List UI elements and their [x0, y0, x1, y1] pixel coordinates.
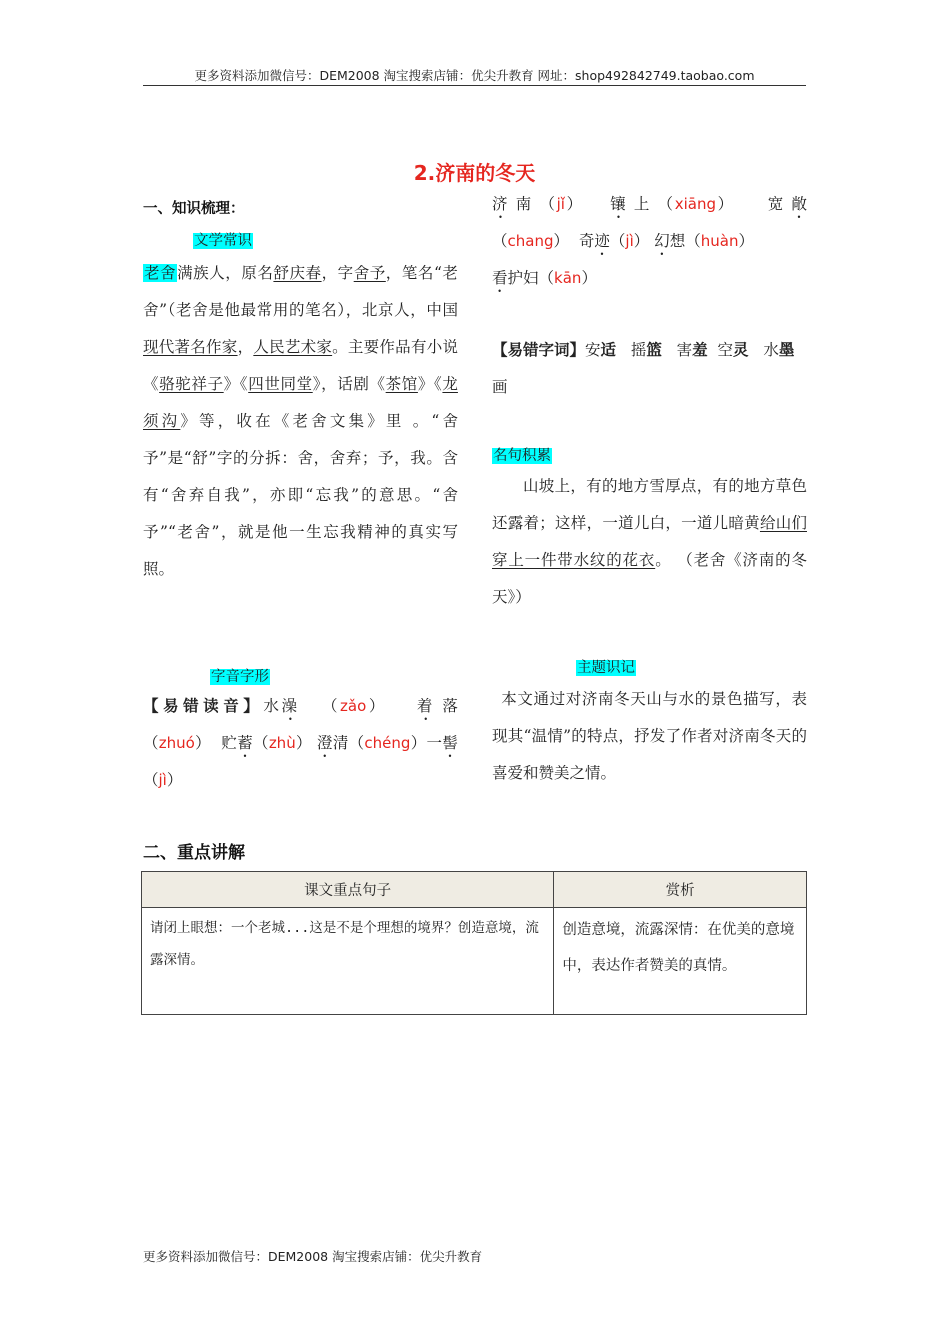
work-title: 龙须沟 [143, 375, 458, 430]
pinyin: chang [507, 232, 554, 250]
text: 满族人，原名 [177, 264, 274, 282]
table-header: 赏析 [554, 872, 807, 908]
text: 。主要作品有小说《 [143, 338, 458, 393]
char: 画 [492, 378, 508, 396]
char: 安 [585, 341, 601, 359]
confusing-words [492, 332, 807, 406]
pinyin: zhuó [158, 734, 195, 752]
author-name: 老舍 [144, 264, 177, 282]
pron-item: 水澡 （zǎo） [263, 697, 387, 715]
text: 》《 [223, 375, 249, 393]
courtesy-name: 舍予 [353, 264, 386, 282]
char: 落 [442, 697, 458, 715]
char-bold: 篮 [646, 341, 662, 359]
char: 摇 [630, 341, 647, 359]
key-points-table [141, 871, 807, 1015]
quote-underlined: 给山们穿上一件带水纹的花衣 [492, 514, 807, 569]
pron-item: 济 南 （jǐ） [492, 195, 584, 213]
page-title: 2.济南的冬天 [413, 161, 536, 185]
section1-heading: 一、知识梳理： [143, 201, 245, 217]
char-emph: 澄 [317, 734, 333, 752]
char-emph: 镶 [610, 195, 628, 213]
pronunciation-right [492, 186, 807, 297]
char: 南 [515, 195, 533, 213]
char: 上 [633, 195, 651, 213]
char: 一 [426, 734, 443, 752]
tag-literature: 文学常识 [194, 233, 252, 249]
tag-literature-wrap [193, 229, 253, 250]
pinyin: huàn [700, 232, 739, 250]
tag-quote-wrap [492, 444, 552, 465]
pinyin: jì [158, 771, 167, 789]
table-row [142, 908, 807, 1015]
artist-title: 人民艺术家 [253, 338, 333, 356]
page-header: 更多资料添加微信号：DEM2008 淘宝搜索店铺：优尖升教育 网址：shop492842749.taobao.com [194, 68, 755, 83]
text: ，笔名“老舍”（老舍是他最常用的笔名），北京人，中国 [143, 264, 458, 319]
section2-heading: 二、重点讲解 [143, 843, 245, 863]
char-emph: 敞 [791, 195, 807, 213]
work-title: 骆驼祥子 [159, 375, 224, 393]
char-emph: 济 [492, 195, 510, 213]
char: 害 [676, 341, 693, 359]
char: 水 [763, 341, 779, 359]
pron-item: 着 落（zhuó） [143, 697, 458, 752]
page-footer: 更多资料添加微信号：DEM2008 淘宝搜索店铺：优尖升教育 [143, 1249, 483, 1264]
pronunciation-left [143, 688, 458, 799]
tag-pronounce: 字音字形 [211, 669, 269, 685]
text: ， [237, 338, 254, 356]
quote-text: 山坡上，有的地方雪厚点，有的地方草色还露着；这样，一道儿白，一道儿暗黄 [492, 477, 807, 532]
pinyin: chéng [364, 734, 411, 752]
pinyin: xiāng [674, 195, 716, 213]
table-cell: 创造意境，流露深情：在优美的意境中，表达作者赞美的真情。 [554, 908, 807, 1015]
char-bold: 墨 [778, 341, 795, 359]
pinyin: jì [625, 232, 634, 250]
table-cell: 请闭上眼想：一个老城...这是不是个理想的境界？创造意境，流露深情。 [142, 908, 554, 1015]
pron-item: 澄清（chéng） [317, 734, 427, 752]
char: 清 [332, 734, 349, 752]
char: 贮 [221, 734, 238, 752]
char-emph: 看 [492, 269, 508, 287]
tag-quote: 名句积累 [493, 448, 551, 464]
char-bold: 适 [600, 341, 617, 359]
pinyin: kān [554, 269, 582, 287]
char: 奇 [578, 232, 595, 250]
theme-text: 本文通过对济南冬天山与水的景色描写，表现其“温情”的特点，抒发了作者对济南冬天的喜爱和赞美之情。 [492, 690, 807, 782]
work-title: 四世同堂 [248, 375, 313, 393]
theme-paragraph [492, 681, 807, 792]
writer-title: 现代著名作家 [143, 338, 238, 356]
pinyin: zǎo [340, 697, 367, 715]
pron-item: 宽 敞（chang） [492, 195, 807, 250]
pron-item: 镶 上 （xiāng） [610, 195, 735, 213]
pinyin: jǐ [556, 195, 565, 213]
pron-item: 贮蓄（zhù） [221, 734, 312, 752]
table-header: 课文重点句子 [142, 872, 554, 908]
pron-item: 一髻 （jì） [143, 734, 458, 789]
work-title: 茶馆 [385, 375, 418, 393]
char: 水 [263, 697, 282, 715]
char-emph: 澡 [281, 697, 300, 715]
pron-item: 幻想（huàn） [654, 232, 754, 250]
pron-item: 奇迹（jì） [578, 232, 650, 250]
text: 》《 [417, 375, 443, 393]
char: 空 [717, 341, 734, 359]
original-name: 舒庆春 [273, 264, 322, 282]
pron-item: 看护妇（kān） [492, 269, 597, 287]
char-bold: 灵 [733, 341, 749, 359]
header-rule [143, 85, 806, 86]
literature-paragraph [143, 255, 458, 588]
char-emph: 蓄 [237, 734, 254, 752]
quote-source: 。 （老舍《济南的冬天》） [492, 551, 807, 606]
char-emph: 着 [416, 697, 435, 715]
text: 》，话剧《 [312, 375, 386, 393]
char-bold: 羞 [692, 341, 708, 359]
text: ，字 [321, 264, 354, 282]
char: 想 [669, 232, 686, 250]
words-label: 【易错字词】 [492, 341, 586, 359]
char-emph: 迹 [594, 232, 610, 250]
quote-paragraph [492, 468, 807, 616]
tag-pronounce-wrap [210, 665, 270, 686]
char: 护妇 [507, 269, 539, 287]
char-emph: 幻 [654, 232, 670, 250]
text: 》等，收在《老舍文集》里 。“舍予”是“舒”字的分拆：舍，舍弃；予，我。含有“舍弃自我”，亦即“忘我”的意思。“舍予”“老舍”，就是他一生忘我精神的真实写照。 [143, 412, 458, 578]
tag-theme: 主题识记 [577, 660, 635, 676]
pinyin: zhù [268, 734, 296, 752]
pron-label: 【易错读音】 [143, 697, 264, 715]
char: 宽 [767, 195, 785, 213]
char-emph: 髻 [442, 734, 458, 752]
tag-theme-wrap [576, 656, 636, 677]
